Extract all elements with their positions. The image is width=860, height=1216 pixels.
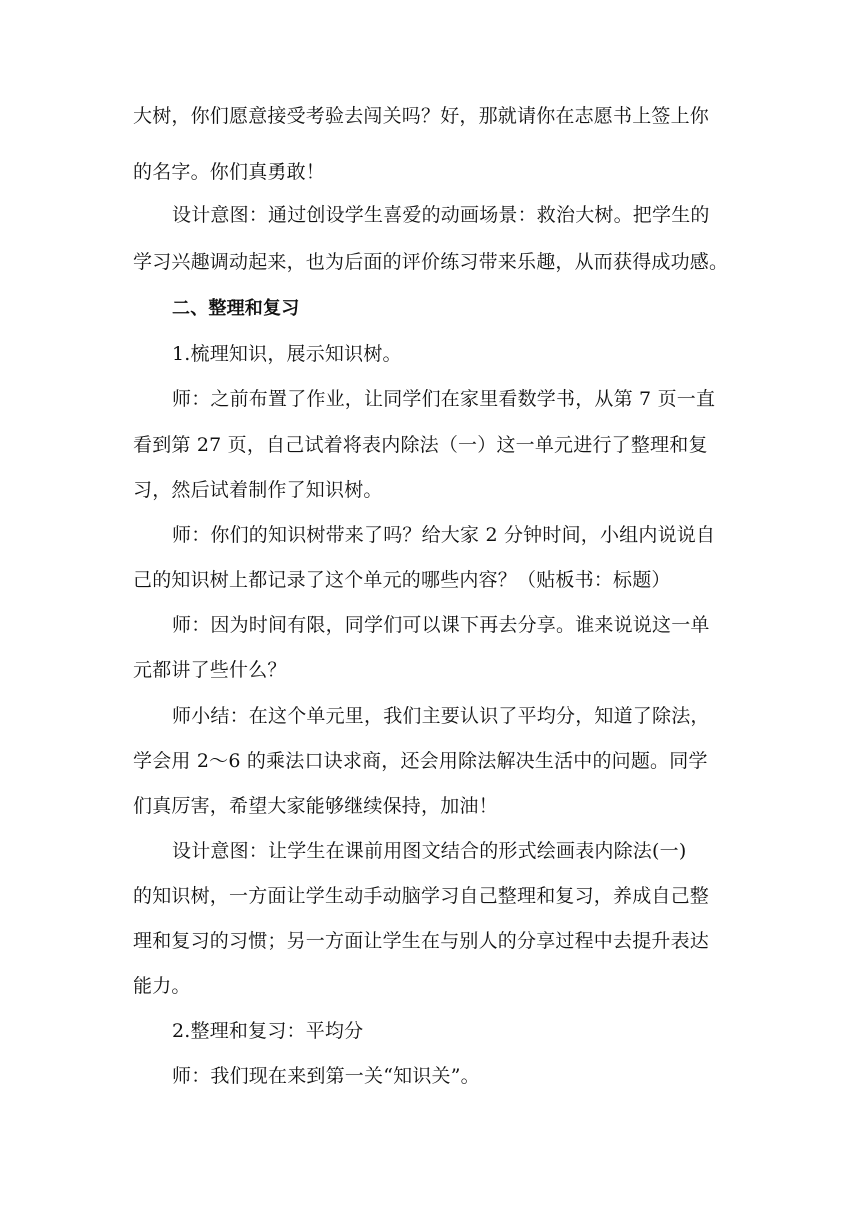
text-line: 己的知识树上都记录了这个单元的哪些内容？（贴板书：标题） bbox=[133, 569, 671, 591]
text-line: 师：你们的知识树带来了吗？给大家 2 分钟时间，小组内说说自 bbox=[172, 524, 716, 546]
text-line: 师：之前布置了作业，让同学们在家里看数学书，从第 7 页一直 bbox=[172, 388, 716, 410]
section-heading: 二、整理和复习 bbox=[172, 298, 300, 319]
text-line: 的知识树，一方面让学生动手动脑学习自己整理和复习，养成自己整 bbox=[133, 885, 710, 907]
text-line: 们真厉害，希望大家能够继续保持，加油！ bbox=[133, 795, 498, 817]
text-line: 元都讲了些什么？ bbox=[133, 659, 287, 681]
text-line: 理和复习的习惯；另一方面让学生在与别人的分享过程中去提升表达 bbox=[133, 930, 710, 952]
text-line: 设计意图：让学生在课前用图文结合的形式绘画表内除法(一) bbox=[172, 840, 687, 862]
text-line: 看到第 27 页，自己试着将表内除法（一）这一单元进行了整理和复 bbox=[133, 434, 708, 456]
subsection-heading: 2.整理和复习：平均分 bbox=[172, 1020, 364, 1042]
text-line: 能力。 bbox=[133, 975, 191, 997]
text-line: 学习兴趣调动起来，也为后面的评价练习带来乐趣，从而获得成功感。 bbox=[133, 251, 729, 273]
text-line: 师：因为时间有限，同学们可以课下再去分享。谁来说说这一单 bbox=[172, 614, 710, 636]
text-line: 设计意图：通过创设学生喜爱的动画场景：救治大树。把学生的 bbox=[172, 204, 710, 226]
text-line: 大树，你们愿意接受考验去闯关吗？好，那就请你在志愿书上签上你 bbox=[133, 105, 710, 127]
subsection-heading: 1.梳理知识，展示知识树。 bbox=[172, 343, 402, 365]
text-line: 学会用 2～6 的乘法口诀求商，还会用除法解决生活中的问题。同学 bbox=[133, 750, 708, 772]
text-line: 习，然后试着制作了知识树。 bbox=[133, 479, 383, 501]
text-line: 的名字。你们真勇敢！ bbox=[133, 161, 326, 183]
text-line: 师：我们现在来到第一关“知识关”。 bbox=[172, 1065, 480, 1087]
text-line: 师小结：在这个单元里，我们主要认识了平均分，知道了除法， bbox=[172, 705, 710, 727]
